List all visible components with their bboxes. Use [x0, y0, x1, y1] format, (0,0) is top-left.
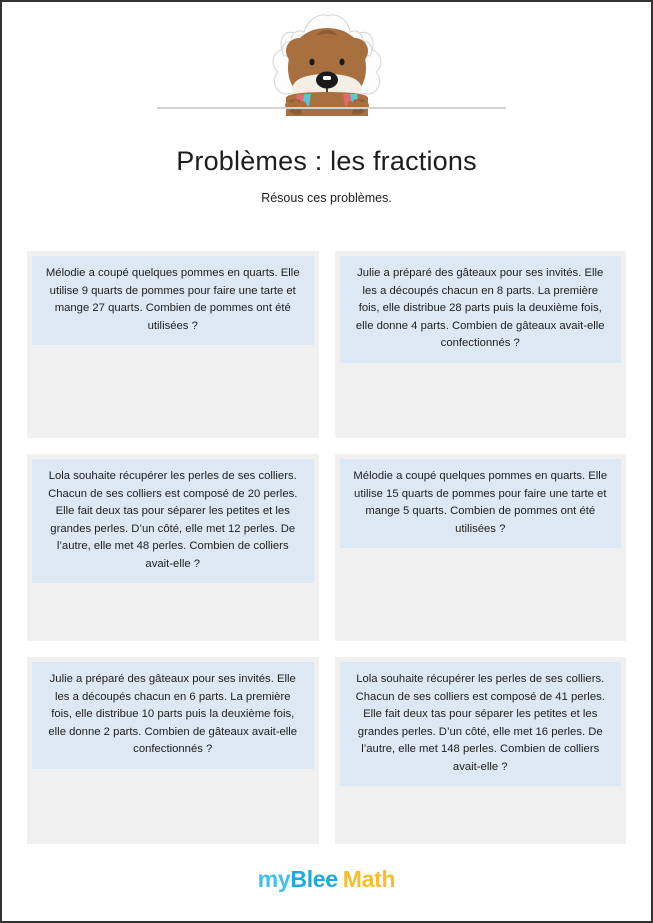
problem-card — [27, 657, 319, 844]
problem-statement: Mélodie a coupé quelques pommes en quarts. Elle utilise 15 quarts de pommes pour faire une tarte et mange 5 quarts. Combien de pommes ont été utilisées ? — [340, 459, 622, 548]
problem-statement: Lola souhaite récupérer les perles de ses colliers. Chacun de ses colliers est composé de 20 perles. Elle fait deux tas pour séparer les petites et les grandes perles. D’un côté, elle met 12 perles. De l’autre, elle met 48 perles. Combien de colliers avait-elle ? — [32, 459, 314, 583]
logo-text-my: my — [257, 866, 291, 892]
problem-statement: Julie a préparé des gâteaux pour ses invités. Elle les a découpés chacun en 8 parts. La première fois, elle distribue 28 parts puis la deuxième fois, elle donne 4 parts. Combien de gâteaux avait-elle confectionnés ? — [340, 256, 622, 363]
problem-card — [335, 657, 627, 844]
logo-text-blee: Blee — [290, 866, 338, 892]
problem-statement: Lola souhaite récupérer les perles de ses colliers. Chacun de ses colliers est composé de 41 perles. Elle fait deux tas pour séparer les petites et les grandes perles. D’un côté, elle met 16 perles. De l’autre, elle met 148 perles. Combien de colliers avait-elle ? — [340, 662, 622, 786]
problem-card — [27, 251, 319, 438]
answer-area[interactable] — [340, 786, 622, 796]
problem-grid — [27, 251, 626, 844]
answer-area[interactable] — [32, 583, 314, 593]
footer — [2, 866, 651, 893]
page-title: Problèmes : les fractions — [176, 146, 477, 176]
logo-text-math: Math — [342, 866, 396, 892]
problem-card — [335, 454, 627, 641]
problem-statement: Julie a préparé des gâteaux pour ses invités. Elle les a découpés chacun en 6 parts. La première fois, elle distribue 10 parts puis la deuxième fois, elle donne 2 parts. Combien de gâteaux avait-elle confectionnés ? — [32, 662, 314, 769]
answer-area[interactable] — [32, 769, 314, 779]
title-block — [2, 124, 651, 205]
header-divider-line — [157, 107, 506, 109]
problem-statement: Mélodie a coupé quelques pommes en quarts. Elle utilise 9 quarts de pommes pour faire une tarte et mange 27 quarts. Combien de pommes ont été utilisées ? — [32, 256, 314, 345]
myblee-math-logo — [258, 866, 396, 893]
answer-area[interactable] — [340, 548, 622, 558]
answer-area[interactable] — [340, 363, 622, 373]
problem-card — [335, 251, 627, 438]
answer-area[interactable] — [32, 345, 314, 355]
problem-card — [27, 454, 319, 641]
worksheet-header — [2, 2, 651, 124]
page-subtitle: Résous ces problèmes. — [261, 191, 392, 205]
